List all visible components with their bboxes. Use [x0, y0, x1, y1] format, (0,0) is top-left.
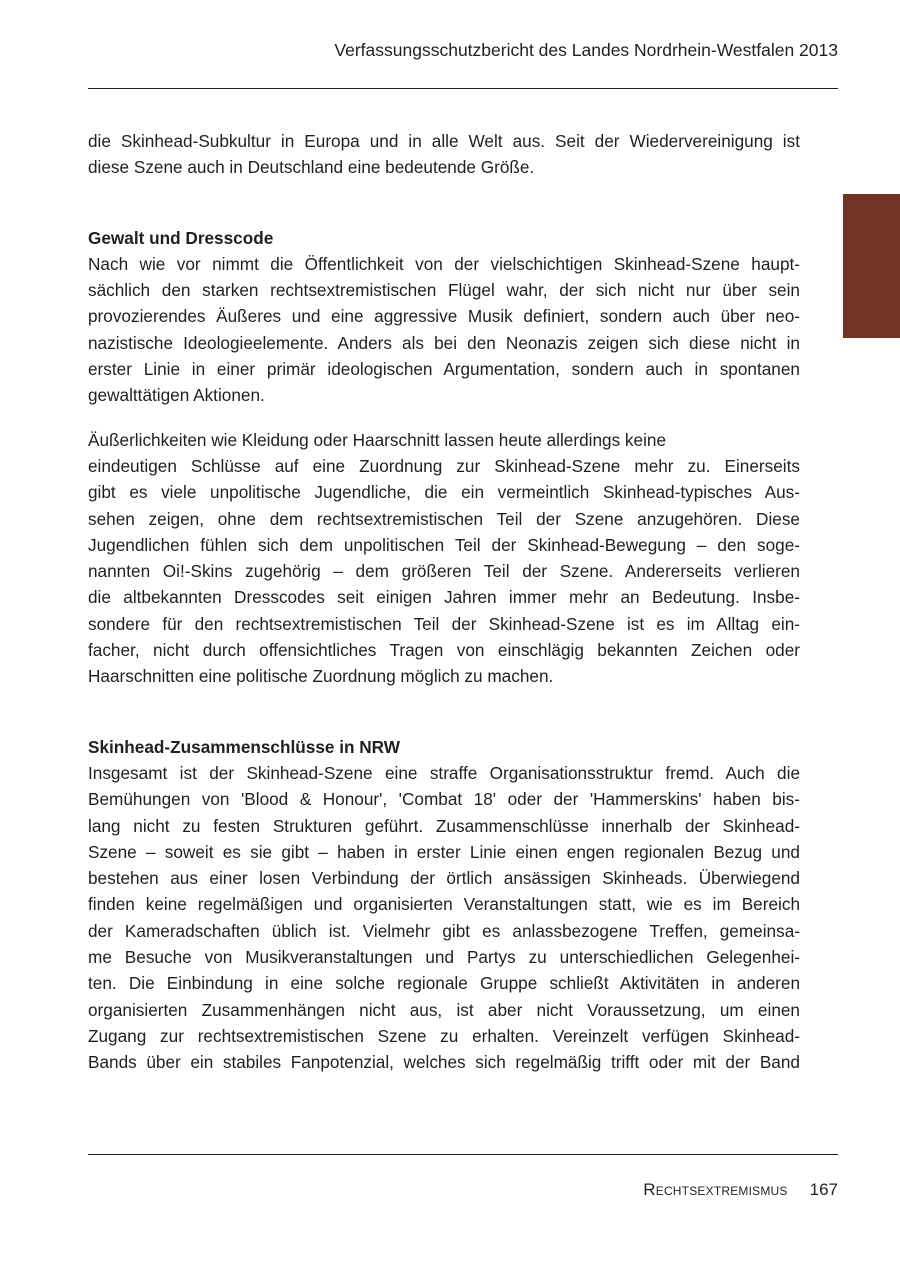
text-line: Szene – soweit es sie gibt – haben in erster Linie einen engen regionalen Bezug und	[88, 841, 800, 862]
chapter-side-tab	[843, 194, 900, 338]
text-line: die altbekannten Dresscodes seit einigen Jahren immer mehr an Bedeutung. Insbe-	[88, 587, 800, 608]
text-line: provozierendes Äußeres und eine aggressive Musik definiert, sondern auch über neo-	[88, 306, 800, 327]
text-line: Zugang zur rechtsextremistischen Szene zu erhalten. Vereinzelt verfügen Skinhead-	[88, 1025, 800, 1046]
text-line: eindeutigen Schlüsse auf eine Zuordnung zur Skinhead-Szene mehr zu. Einerseits	[88, 455, 800, 476]
text-line: Bands über ein stabiles Fanpotenzial, welches sich regelmäßig trifft oder mit der Band	[88, 1052, 800, 1073]
text-line: nannten Oi!-Skins zugehörig – dem größeren Teil der Szene. Andererseits verlieren	[88, 561, 800, 582]
section-heading-gewalt: Gewalt und Dresscode	[88, 227, 274, 248]
text-line: Äußerlichkeiten wie Kleidung oder Haarschnitt lassen heute allerdings keine	[88, 429, 667, 450]
paragraph	[88, 427, 800, 690]
text-line: ten. Die Einbindung in eine solche regionale Gruppe schließt Aktivitäten in anderen	[88, 973, 800, 994]
paragraph	[88, 760, 800, 1076]
text-line: gewalttätigen Aktionen.	[88, 385, 265, 406]
text-line: organisierten Zusammenhängen nicht aus, ist aber nicht Voraussetzung, um einen	[88, 999, 800, 1020]
text-line: gibt es viele unpolitische Jugendliche, die ein vermeintlich Skinhead-typisches Aus-	[88, 482, 800, 503]
footer-label	[643, 1178, 838, 1202]
text-line: sächlich den starken rechtsextremistischen Flügel wahr, der sich nicht nur über sein	[88, 280, 800, 301]
page-number: 167	[809, 1180, 838, 1199]
footer-rule	[88, 1154, 838, 1155]
text-line: Haarschnitten eine politische Zuordnung möglich zu machen.	[88, 666, 554, 687]
text-line: der Kameradschaften üblich ist. Vielmehr gibt es anlassbezogene Treffen, gemeinsa-	[88, 920, 800, 941]
text-line: die Skinhead-Subkultur in Europa und in alle Welt aus. Seit der Wiedervereinigung ist	[88, 131, 800, 151]
text-line: me Besuche von Musikveranstaltungen und Partys zu unterschiedlichen Gelegenhei-	[88, 947, 800, 968]
intro-paragraph	[88, 128, 800, 181]
header-title: Verfassungsschutzbericht des Landes Nordrhein-Westfalen 2013	[334, 40, 838, 60]
text-line: nazistische Ideologieelemente. Anders als bei den Neonazis zeigen sich diese nicht in	[88, 332, 800, 353]
text-line: sehen zeigen, ohne dem rechtsextremistischen Teil der Szene anzugehören. Diese	[88, 508, 800, 529]
text-line: facher, nicht durch offensichtliches Tragen von einschlägig bekannten Zeichen oder	[88, 640, 800, 661]
section-heading-zusammenschluesse: Skinhead-Zusammenschlüsse in NRW	[88, 736, 401, 757]
text-line: finden keine regelmäßigen und organisierten Veranstaltungen statt, wie es im Bereich	[88, 894, 800, 915]
text-line: Jugendlichen fühlen sich dem unpolitischen Teil der Skinhead-Bewegung – den soge-	[88, 534, 800, 555]
footer-section-name: Rechtsextremismus	[643, 1180, 788, 1199]
paragraph	[88, 251, 800, 409]
text-line: Bemühungen von 'Blood & Honour', 'Combat 18' oder der 'Hammerskins' haben bis-	[88, 789, 800, 810]
header-rule	[88, 88, 838, 89]
text-line: sondere für den rechtsextremistischen Teil der Skinhead-Szene ist es im Alltag ein-	[88, 613, 800, 634]
text-line: bestehen aus einer losen Verbindung der örtlich ansässigen Skinheads. Überwiegend	[88, 868, 800, 889]
text-line: diese Szene auch in Deutschland eine bedeutende Größe.	[88, 157, 535, 178]
text-line: erster Linie in einer primär ideologischen Argumentation, sondern auch in spontanen	[88, 359, 800, 380]
body-text	[88, 128, 800, 1076]
text-line: Insgesamt ist der Skinhead-Szene eine straffe Organisationsstruktur fremd. Auch die	[88, 762, 800, 783]
text-line: Nach wie vor nimmt die Öffentlichkeit von der vielschichtigen Skinhead-Szene haupt-	[88, 253, 800, 274]
text-line: lang nicht zu festen Strukturen geführt. Zusammenschlüsse innerhalb der Skinhead-	[88, 815, 800, 836]
